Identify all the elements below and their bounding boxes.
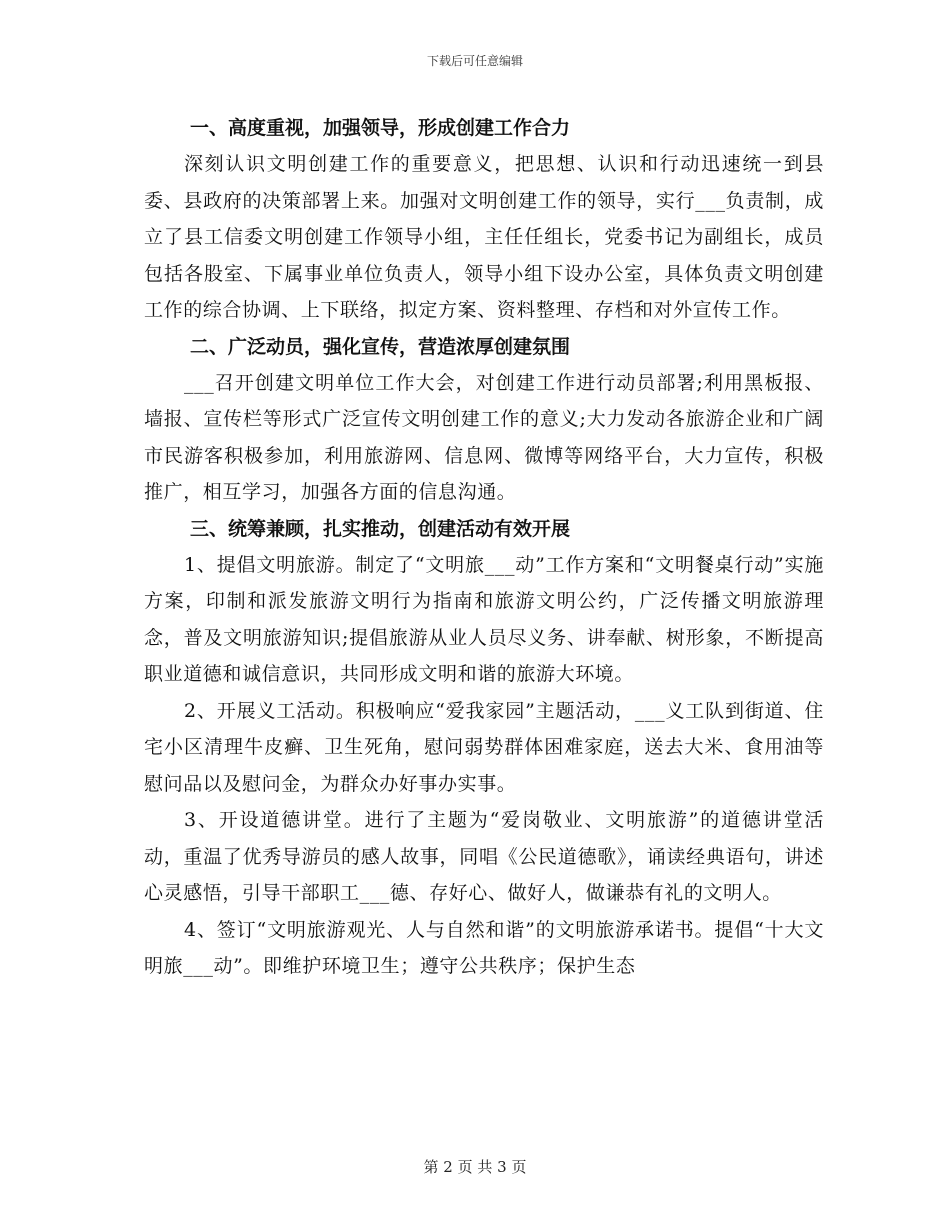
section-3-item-2: 2、开展义工活动。积极响应“爱我家园”主题活动，___义工队到街道、住宅小区清理牛皮癣、卫生死角，慰问弱势群体困难家庭，送去大米、食用油等慰问品以及慰问金，为群众办好事办实事。: [144, 699, 824, 795]
section-3-item-3: 3、开设道德讲堂。进行了主题为“爱岗敬业、文明旅游”的道德讲堂活动，重温了优秀导游员的感人故事，同唱《公民道德歌》，诵读经典语句，讲述心灵感悟，引导干部职工___德、存好心、做好人，做谦恭有礼的文明人。: [144, 809, 824, 904]
section-2-paragraph-1: ___召开创建文明单位工作大会，对创建工作进行动员部署;利用黑板报、墙报、宣传栏等形式广泛宣传文明创建工作的意义;大力发动各旅游企业和广阔市民游客积极参加，利用旅游网、信息网、微博等网络平台，大力宣传，积极推广，相互学习，加强各方面的信息沟通。: [144, 371, 824, 503]
page-header-note: 下载后可任意编辑: [426, 54, 523, 68]
section-1-paragraph-1: 深刻认识文明创建工作的重要意义，把思想、认识和行动迅速统一到县委、县政府的决策部署上来。加强对文明创建工作的领导，实行___负责制，成立了县工信委文明创建工作领导小组，主任任组长，党委书记为副组长，成员包括各股室、下属事业单位负责人，领导小组下设办公室，具体负责文明创建工作的综合协调、上下联络，拟定方案、资料整理、存档和对外宣传工作。: [144, 153, 824, 321]
document-body: [144, 110, 824, 985]
section-3-item-1: 1、提倡文明旅游。制定了“文明旅___动”工作方案和“文明餐桌行动”实施方案，印制和派发旅游文明行为指南和旅游文明公约，广泛传播文明旅游理念，普及文明旅游知识;提倡旅游从业人员尽义务、讲奉献、树形象，不断提高职业道德和诚信意识，共同形成文明和谐的旅游大环境。: [144, 553, 824, 685]
section-heading-2: 二、广泛动员，强化宣传，营造浓厚创建氛围: [190, 335, 571, 358]
section-3-item-4: 4、签订“文明旅游观光、人与自然和谐”的文明旅游承诺书。提倡“十大文明旅___动”。即维护环境卫生；遵守公共秩序；保护生态: [144, 918, 824, 977]
section-heading-3: 三、统筹兼顾，扎实推动，创建活动有效开展: [190, 517, 571, 540]
section-heading-1: 一、高度重视，加强领导，形成创建工作合力: [190, 117, 571, 139]
page-number: 第 2 页 共 3 页: [423, 1158, 527, 1176]
